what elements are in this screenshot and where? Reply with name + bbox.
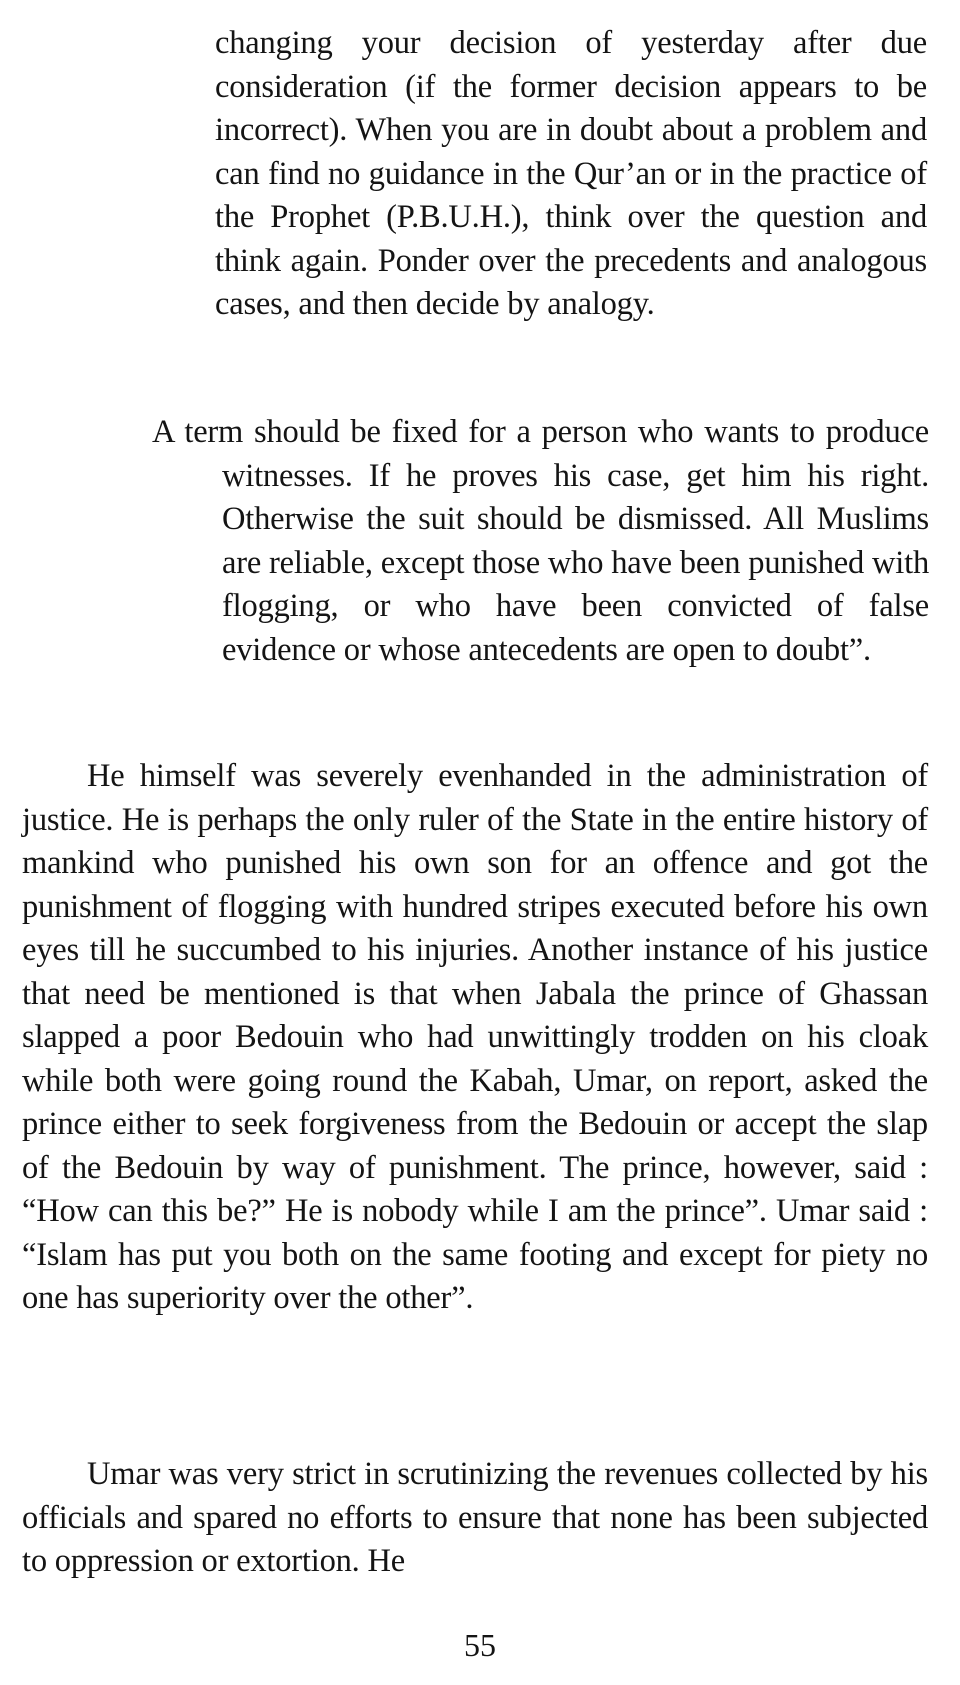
quote-continuation-paragraph: changing your decision of yesterday after due consideration (if the former decision appears to be incorrect). When you are in doubt about a problem and can find no guidance in the Qur’an or in the practice of the Prophet (P.B.U.H.), think over the question and think again. Ponder over the precedents and analogous cases, and then decide by analogy. <box>215 25 927 322</box>
quote-term-paragraph: A term should be fixed for a person who wants to produce witnesses. If he proves his case, get him his right. Otherwise the suit should be dismissed. All Muslims are reliable, except those who have been punished with flogging, or who have been convicted of false evidence or whose antecedents are open to doubt”. <box>152 414 929 668</box>
revenues-paragraph: Umar was very strict in scrutinizing the revenues collected by his officials and spared no efforts to ensure that none has been subjected to oppression or extortion. He <box>22 1456 928 1579</box>
justice-paragraph: He himself was severely evenhanded in the administration of justice. He is perhaps the only ruler of the State in the entire history of mankind who punished his own son for an offence and got the punishment of flogging with hundred stripes executed before his own eyes till he succumbed to his injuries. Another instance of his justice that need be mentioned is that when Jabala the prince of Ghassan slapped a poor Bedouin who had unwittingly trodden on his cloak while both were going round the Kabah, Umar, on report, asked the prince either to seek forgiveness from the Bedouin or accept the slap of the Bedouin by way of punishment. The prince, however, said : “How can this be?” He is nobody while I am the prince”. Umar said : “Islam has put you both on the same footing and except for piety no one has superiority over the other”. <box>22 758 928 1316</box>
page-number: 55 <box>464 1627 496 1663</box>
